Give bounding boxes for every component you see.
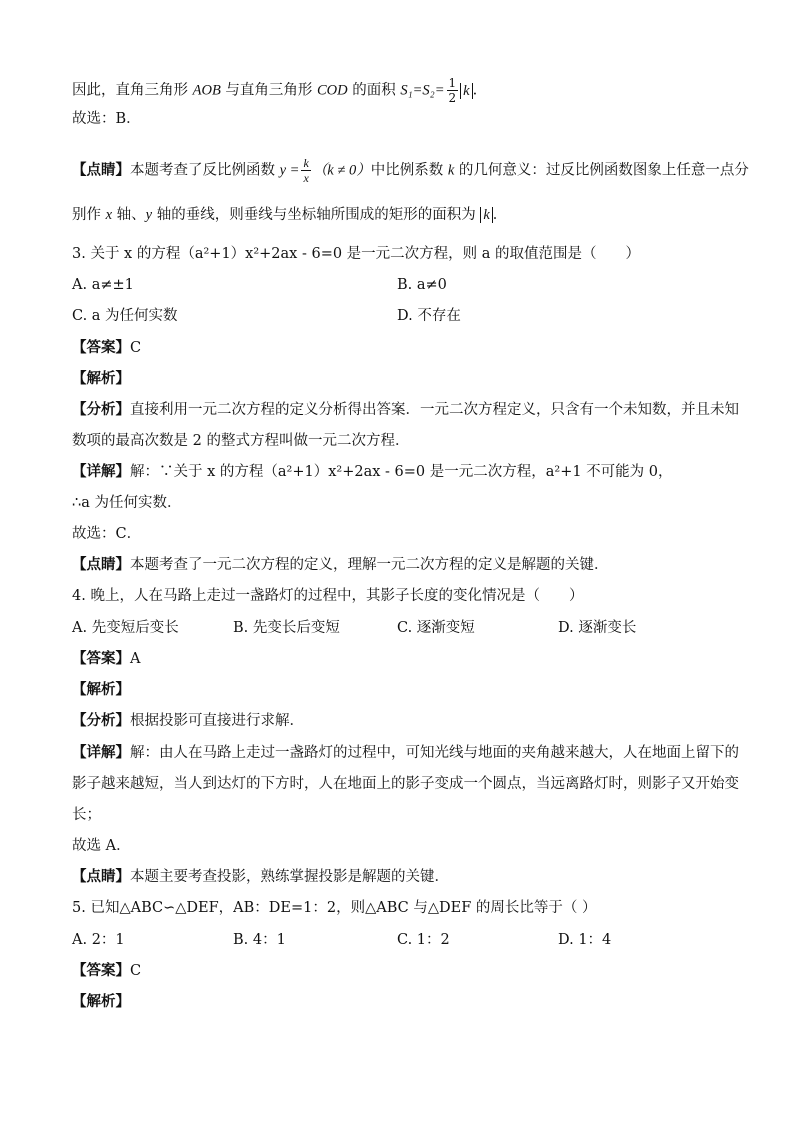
q4-xiangjie-line3: 长；: [72, 807, 101, 823]
text: 根据投影可直接进行求解．: [130, 713, 304, 729]
q3-answer: [72, 339, 141, 357]
point-tag: 【点睛】: [72, 556, 130, 573]
q4-fenxi: [72, 712, 304, 730]
q3-option-b: B. a≠0: [397, 277, 447, 293]
q3-option-d: D. 不存在: [397, 308, 461, 324]
text: 中比例系数: [370, 162, 448, 179]
text: 解：由人在马路上走过一盏路灯的过程中，可知光线与地面的夹角越来越大，人在地面上留下的: [130, 745, 739, 761]
frac-den: 2: [448, 91, 457, 105]
math-cod: COD: [317, 82, 348, 99]
text: ．: [492, 207, 508, 223]
text: 的几何意义：过反比例函数图象上任意一点分: [454, 162, 749, 179]
q2-point-line2: [72, 206, 507, 224]
text: 本题主要考查投影，熟练掌握投影是解题的关键．: [130, 869, 449, 885]
math-aob: AOB: [192, 82, 221, 99]
math-x: x: [105, 207, 113, 223]
text: 直接利用一元二次方程的定义分析得出答案．一元二次方程定义，只含有一个未知数，并且未知: [130, 402, 739, 418]
abs-k: k: [480, 207, 492, 223]
answer-tag: 【答案】: [72, 650, 130, 667]
xiangjie-tag: 【详解】: [72, 744, 130, 761]
q3-xiangjie-line1: [72, 463, 673, 481]
q4-option-d: D. 逐渐变长: [558, 620, 637, 636]
frac-den: x: [303, 171, 309, 185]
fraction-one-half: [447, 76, 459, 105]
text: 轴、: [112, 207, 146, 223]
q4-option-c: C. 逐渐变短: [397, 620, 475, 636]
math-s-eq: S₁=S₂=: [400, 82, 445, 99]
answer-value: C: [130, 340, 142, 356]
text: 与直角三角形: [220, 82, 318, 99]
q2-conclusion-line: [72, 76, 477, 105]
math-y: y: [145, 207, 153, 223]
math-cond: （k ≠ 0）: [312, 162, 371, 179]
text: 的面积: [347, 82, 401, 99]
text: 解：∵关于 x 的方程（a²+1）x²+2ax - 6=0 是一元二次方程，a²+1 不可能为 0，: [130, 464, 673, 480]
q3-fenxi-line1: [72, 401, 739, 419]
q5-option-b: B. 4：1: [233, 932, 286, 948]
q3-xiangjie-line2: ∴a 为任何实数．: [72, 495, 182, 511]
q4-analysis-tag: 【解析】: [72, 681, 130, 698]
q4-xiangjie-line2: 影子越来越短，当人到达灯的下方时，人在地面上的影子变成一个圆点，当远离路灯时，则影子又开始变: [72, 776, 739, 792]
q3-option-a: A. a≠±1: [72, 277, 134, 293]
q4-choose: 故选 A．: [72, 838, 131, 854]
q5-option-d: D. 1：4: [558, 932, 612, 948]
q3-stem: 3. 关于 x 的方程（a²+1）x²+2ax - 6=0 是一元二次方程，则 a 的取值范围是（ ）: [72, 246, 641, 262]
q3-point: [72, 556, 609, 574]
q4-point: [72, 868, 449, 886]
point-tag: 【点睛】: [72, 868, 130, 885]
frac-num: 1: [448, 76, 457, 90]
fraction-k-over-x: [301, 156, 310, 185]
answer-tag: 【答案】: [72, 339, 130, 356]
math-k: k: [447, 162, 455, 179]
q3-fenxi-line2: 数项的最高次数是 2 的整式方程叫做一元二次方程．: [72, 433, 410, 449]
q5-answer: [72, 962, 141, 980]
answer-tag: 【答案】: [72, 962, 130, 979]
point-tag: 【点睛】: [72, 161, 130, 179]
text: .: [472, 82, 478, 99]
fenxi-tag: 【分析】: [72, 712, 130, 729]
fenxi-tag: 【分析】: [72, 401, 130, 418]
q5-option-c: C. 1：2: [397, 932, 450, 948]
q5-stem: 5. 已知△ABC∽△DEF，AB：DE=1：2，则△ABC 与△DEF 的周长比等于（ ）: [72, 900, 597, 916]
q3-option-c: C. a 为任何实数: [72, 308, 178, 324]
xiangjie-tag: 【详解】: [72, 463, 130, 480]
q4-option-a: A. 先变短后变长: [72, 620, 179, 636]
text: 别作: [72, 207, 106, 223]
q4-stem: 4. 晚上，人在马路上走过一盏路灯的过程中，其影子长度的变化情况是（ ）: [72, 588, 584, 604]
text: 本题考查了一元二次方程的定义，理解一元二次方程的定义是解题的关键．: [130, 557, 609, 573]
q4-answer: [72, 650, 140, 668]
frac-num: k: [303, 156, 309, 170]
q3-choose: 故选：C．: [72, 526, 142, 542]
text: 因此，直角三角形: [72, 82, 193, 99]
text: 轴的垂线，则垂线与坐标轴所围成的矩形的面积为: [152, 207, 481, 223]
q4-option-b: B. 先变长后变短: [233, 620, 340, 636]
q5-option-a: A. 2：1: [72, 932, 125, 948]
q2-point-line1: [72, 156, 749, 185]
q3-analysis-tag: 【解析】: [72, 370, 130, 387]
answer-value: A: [130, 651, 141, 667]
math-y-eq: y =: [279, 162, 300, 179]
abs-k: k: [460, 83, 472, 99]
q2-choose: 故选：B．: [72, 111, 141, 127]
answer-value: C: [130, 963, 142, 979]
q5-analysis-tag: 【解析】: [72, 993, 130, 1010]
q4-xiangjie-line1: [72, 744, 739, 762]
text: 本题考查了反比例函数: [130, 162, 280, 179]
